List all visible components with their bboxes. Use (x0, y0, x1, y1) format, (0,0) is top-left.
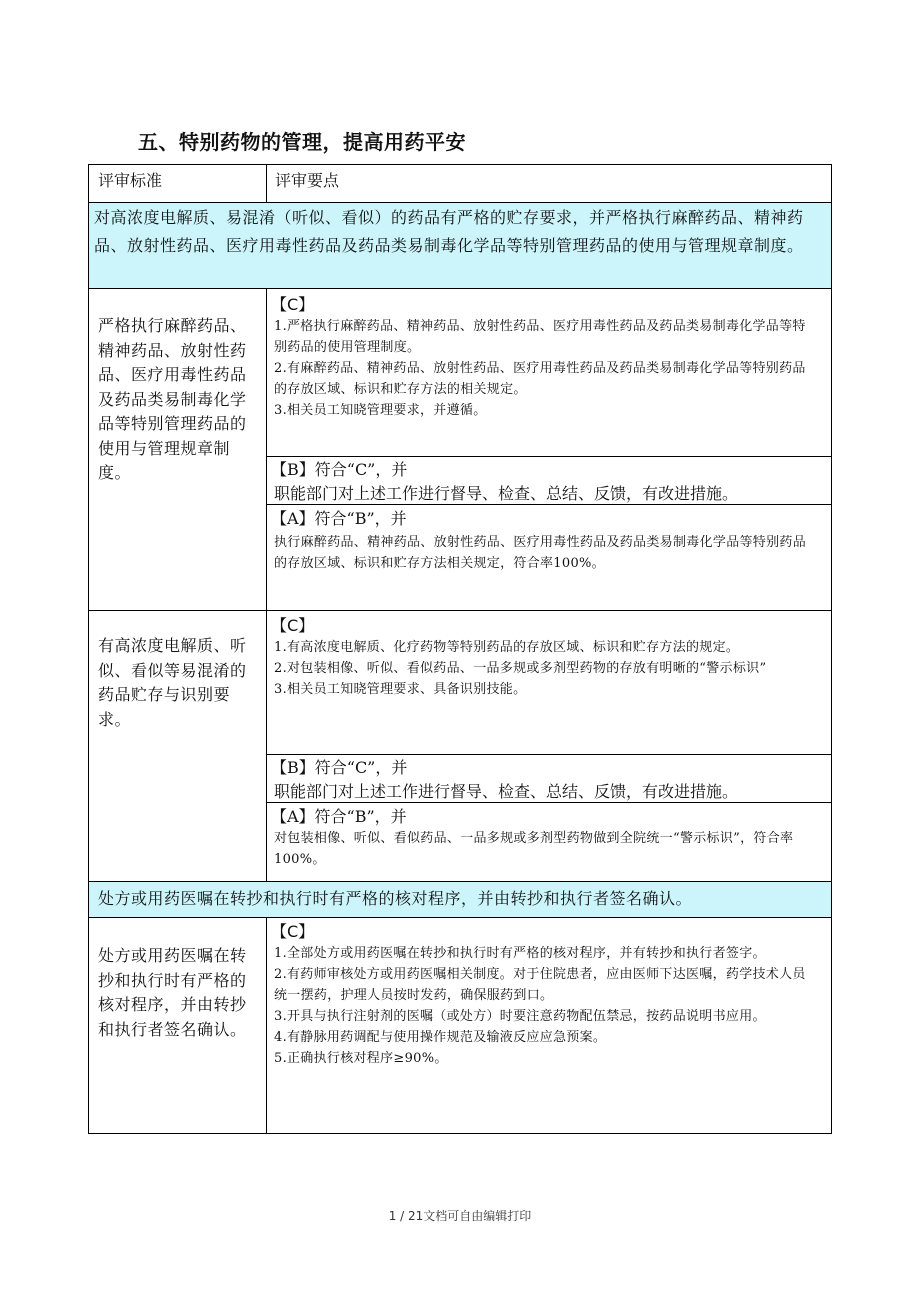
level-a-label: 【A】符合“B”，并 (271, 807, 407, 826)
list-item: 2.有药师审核处方或用药医嘱相关制度。对于住院患者，应由医师下达医嘱，药学技术人员统一摆药，护理人员按时发药，确保服药到口。 (274, 967, 806, 1003)
level-c-label: 【C】 (271, 295, 315, 314)
rule (266, 917, 267, 1133)
page-footer: 1 / 21文档可自由编辑打印 (388, 1209, 532, 1223)
level-a-label: 【A】符合“B”，并 (271, 509, 407, 528)
list-item: 4.有静脉用药调配与使用操作规范及输液反应应急预案。 (274, 1030, 607, 1045)
rule (266, 456, 832, 457)
level-c-label: 【C】 (271, 616, 315, 635)
standard-cell: 严格执行麻醉药品、精神药品、放射性药品、医疗用毒性药品及药品类易制毒化学品等特别管理药品的使用与管理规章制度。 (98, 316, 247, 482)
level-b-text: 职能部门对上述工作进行督导、检查、总结、反馈，有改进措施。 (274, 484, 739, 503)
standard-cell: 处方或用药医嘱在转抄和执行时有严格的核对程序，并由转抄和执行者签名确认。 (98, 946, 247, 1039)
level-c-items (274, 637, 814, 700)
rule (266, 164, 267, 202)
standard-cell: 有高浓度电解质、听似、看似等易混淆的药品贮存与识别要求。 (98, 636, 247, 729)
level-a-text: 执行麻醉药品、精神药品、放射性药品、医疗用毒性药品及药品类易制毒化学品等特别药品的存放区域、标识和贮存方法相关规定，符合率100%。 (274, 535, 807, 571)
header-standard: 评审标准 (98, 171, 163, 190)
section-band-2: 处方或用药医嘱在转抄和执行时有严格的核对程序，并由转抄和执行者签名确认。 (98, 889, 693, 908)
rule (88, 917, 832, 918)
review-table (88, 164, 832, 1134)
rule (266, 288, 267, 881)
level-b-label: 【B】符合“C”，并 (271, 460, 408, 479)
list-item: 3.开具与执行注射剂的医嘱（或处方）时要注意药物配伍禁忌，按药品说明书应用。 (274, 1009, 766, 1024)
list-item: 3.相关员工知晓管理要求，并遵循。 (274, 403, 487, 418)
level-c-label: 【C】 (271, 922, 315, 941)
list-item: 2.对包装相像、听似、看似药品、一品多规或多剂型药物的存放有明晰的“警示标识” (274, 661, 767, 676)
page-title: 五、特别药物的管理，提高用药平安 (138, 130, 466, 154)
list-item: 1.全部处方或用药医嘱在转抄和执行时有严格的核对程序，并有转抄和执行者签字。 (274, 946, 766, 961)
rule (266, 754, 832, 755)
level-a-text: 对包装相像、听似、看似药品、一品多规或多剂型药物做到全院统一“警示标识”，符合率100%。 (274, 831, 794, 867)
list-item: 3.相关员工知晓管理要求、具备识别技能。 (274, 682, 527, 697)
level-b-text: 职能部门对上述工作进行督导、检查、总结、反馈，有改进措施。 (274, 782, 739, 801)
header-key-points: 评审要点 (275, 171, 340, 190)
section-band-1: 对高浓度电解质、易混淆（听似、看似）的药品有严格的贮存要求，并严格执行麻醉药品、精神药品、放射性药品、医疗用毒性药品及药品类易制毒化学品等特别管理药品的使用与管理规章制度。 (94, 208, 804, 255)
rule (88, 881, 832, 882)
level-c-items (274, 316, 814, 421)
list-item: 5.正确执行核对程序≥90%。 (274, 1051, 448, 1066)
level-b-label: 【B】符合“C”，并 (271, 758, 408, 777)
list-item: 2.有麻醉药品、精神药品、放射性药品、医疗用毒性药品及药品类易制毒化学品等特别药品的存放区域、标识和贮存方法的相关规定。 (274, 361, 806, 397)
rule (88, 610, 832, 611)
list-item: 1.有高浓度电解质、化疗药物等特别药品的存放区域、标识和贮存方法的规定。 (274, 640, 740, 655)
level-c-items (274, 943, 814, 1069)
list-item: 1.严格执行麻醉药品、精神药品、放射性药品、医疗用毒性药品及药品类易制毒化学品等特别药品的使用管理制度。 (274, 319, 806, 355)
rule (88, 288, 832, 289)
rule (88, 202, 832, 203)
